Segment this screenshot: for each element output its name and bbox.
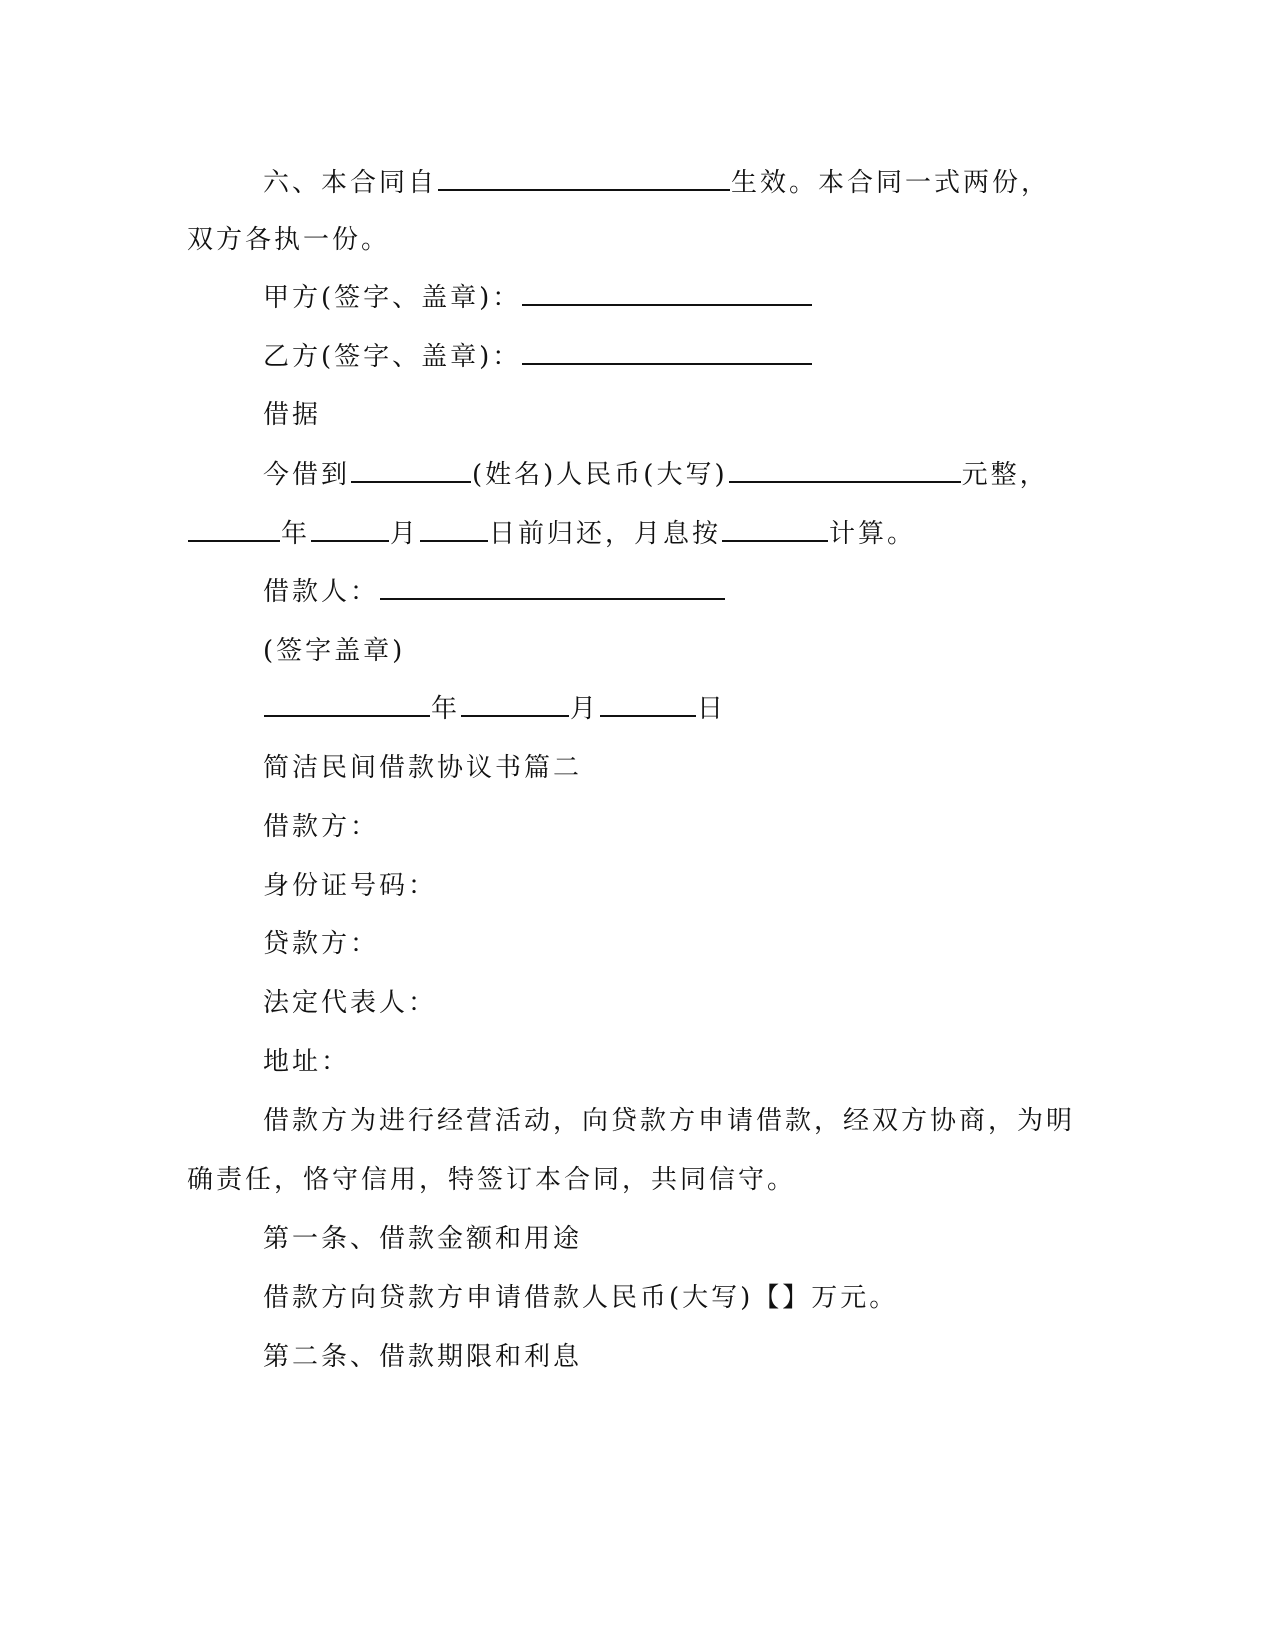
repay-year-blank[interactable] [188, 516, 280, 542]
amount-blank[interactable] [729, 457, 961, 483]
lender-field-label: 贷款方： [263, 929, 380, 959]
receipt-line2-end: 计算。 [829, 519, 917, 549]
lender-name-blank[interactable] [351, 457, 471, 483]
agreement2-title: 简洁民间借款协议书篇二 [263, 753, 583, 783]
legal-rep-field-label: 法定代表人： [263, 988, 438, 1018]
clause6-text-a: 六、本合同自 [263, 168, 438, 198]
party-a-signature-blank[interactable] [522, 280, 812, 306]
repay-day-label: 日前归还，月息按 [489, 519, 722, 549]
receipt-title: 借据 [263, 400, 322, 430]
repay-year-label: 年 [281, 519, 311, 549]
receipt-date-line [263, 689, 726, 729]
borrower-signature-blank[interactable] [380, 574, 725, 600]
receipt-line2 [187, 514, 916, 554]
repay-month-blank[interactable] [311, 516, 389, 542]
party-a-label: 甲方(签字、盖章)： [263, 283, 522, 313]
party-a-signature-line [263, 278, 813, 318]
date-month-label: 月 [570, 694, 600, 724]
address-field-label: 地址： [263, 1047, 351, 1077]
party-b-signature-line [263, 337, 813, 377]
date-month-blank[interactable] [461, 691, 569, 717]
article1-title: 第一条、借款金额和用途 [263, 1224, 583, 1254]
borrower-field-label: 借款方： [263, 812, 380, 842]
clause6-line2: 双方各执一份。 [187, 225, 391, 255]
id-number-field-label: 身份证号码： [263, 871, 438, 901]
receipt-text-a: 今借到 [263, 460, 351, 490]
effective-date-blank[interactable] [438, 165, 730, 191]
borrower-label: 借款人： [263, 577, 380, 607]
date-day-blank[interactable] [600, 691, 696, 717]
receipt-text-c: 元整， [961, 460, 1049, 490]
party-b-signature-blank[interactable] [522, 339, 812, 365]
date-year-blank[interactable] [264, 691, 430, 717]
repay-month-label: 月 [390, 519, 420, 549]
interest-rate-blank[interactable] [722, 516, 828, 542]
date-day-label: 日 [697, 694, 727, 724]
clause6-text-b: 生效。本合同一式两份， [731, 168, 1051, 198]
article2-title: 第二条、借款期限和利息 [263, 1342, 583, 1372]
intro-paragraph-line1: 借款方为进行经营活动，向贷款方申请借款，经双方协商，为明 [263, 1106, 1076, 1136]
sign-seal-note: (签字盖章) [263, 636, 406, 666]
receipt-text-b: (姓名)人民币(大写) [472, 460, 728, 490]
clause6-line1 [263, 163, 1050, 203]
date-year-label: 年 [431, 694, 461, 724]
intro-paragraph-line2: 确责任，恪守信用，特签订本合同，共同信守。 [187, 1165, 797, 1195]
receipt-line1 [263, 455, 1049, 495]
party-b-label: 乙方(签字、盖章)： [263, 342, 522, 372]
borrower-signature-line [263, 572, 726, 612]
article1-text: 借款方向贷款方申请借款人民币(大写)【】万元。 [263, 1283, 899, 1313]
repay-day-blank[interactable] [420, 516, 488, 542]
